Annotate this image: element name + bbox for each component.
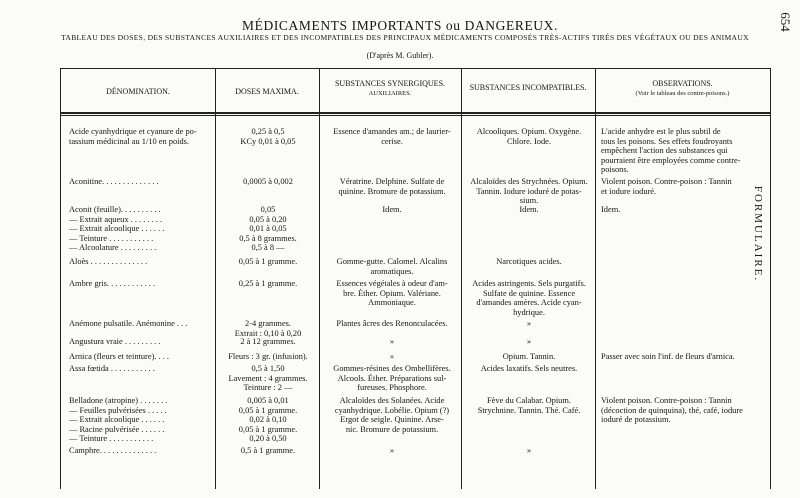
cell-line: 0,20 à 0,50 bbox=[249, 434, 287, 444]
dose-cell bbox=[219, 352, 317, 362]
cell-line: 2 à 12 grammes. bbox=[240, 337, 296, 346]
observations-cell bbox=[601, 177, 769, 196]
synergiques-cell bbox=[323, 337, 461, 347]
synergiques-cell bbox=[323, 279, 461, 308]
cell-line: fureuses. Phosphore. bbox=[357, 383, 427, 393]
header-denomination: DÉNOMINATION. bbox=[106, 87, 170, 96]
incompatibles-cell bbox=[465, 257, 593, 267]
cell-line: 0,0005 à 0,002 bbox=[243, 177, 293, 186]
cell-line: 0,5 à 1 gramme. bbox=[240, 446, 296, 455]
cell-line: Fleurs : 3 gr. (infusion). bbox=[228, 352, 308, 361]
cell-line: — Extrait alcoolique . . . . . . bbox=[69, 224, 165, 234]
cell-line: Angustura vraie . . . . . . . . . bbox=[69, 337, 161, 346]
header-synergiques-label: SUBSTANCES SYNERGIQUES. bbox=[334, 79, 446, 88]
cell-line: » bbox=[389, 337, 395, 346]
cell-line: Acides astringents. Sels purgatifs. bbox=[472, 279, 586, 288]
dose-cell bbox=[219, 127, 317, 146]
header-doses: DOSES MAXIMA. bbox=[235, 87, 299, 96]
cell-line: cerise. bbox=[381, 136, 403, 146]
cell-line: Alcaloïdes des Strychnées. Opium. bbox=[470, 177, 588, 186]
dose-table bbox=[60, 68, 771, 489]
cell-line: Gommes-résines des Ombellifères. bbox=[333, 364, 451, 373]
cell-line: 0,005 à 0,01 bbox=[247, 396, 289, 405]
cell-line: pourraient être employées comme contre- bbox=[601, 155, 741, 165]
cell-line: d'amandes amères. Acide cyan- bbox=[476, 298, 582, 308]
cell-line: Alcooliques. Opium. Oxygène. bbox=[476, 127, 582, 136]
cell-line: bre. Éther. Opium. Valériane. bbox=[343, 288, 441, 298]
cell-line: nic. Bromure de potassium. bbox=[345, 424, 439, 434]
denomination-cell bbox=[69, 364, 219, 374]
cell-line: Anémone pulsatile. Anémonine . . . bbox=[69, 319, 188, 328]
synergiques-cell bbox=[323, 364, 461, 393]
dose-cell bbox=[219, 257, 317, 267]
cell-line: (décoction de quinquina), thé, café, iodure bbox=[601, 405, 743, 415]
cell-line: quinine. Bromure de potassium. bbox=[338, 186, 446, 196]
cell-line: — Feuilles pulvérisées . . . . . bbox=[69, 405, 167, 415]
observations-cell bbox=[601, 205, 769, 215]
denomination-cell bbox=[69, 337, 219, 347]
cell-line: Lavement : 4 grammes. bbox=[228, 373, 308, 383]
cell-line: » bbox=[389, 352, 395, 361]
cell-line: Extrait : 0,10 à 0,20 bbox=[234, 328, 302, 338]
page-subtitle: TABLEAU DES DOSES, DES SUBSTANCES AUXILIAIRES ET DES INCOMPATIBLES DES PRINCIPAUX MÉDICAMENTS COMPOSÉS TRÈS-ACTIFS TIRÉS DES VÉGÉTAUX OU DES ANIMAUX bbox=[61, 33, 749, 42]
cell-line: Aloès . . . . . . . . . . . . . . bbox=[69, 257, 148, 266]
cell-line: Opium. Tannin. bbox=[502, 352, 556, 361]
header-observations bbox=[595, 79, 770, 99]
cell-line: Acide cyanhydrique et cyanure de po- bbox=[69, 127, 197, 136]
denomination-cell bbox=[69, 319, 219, 329]
cell-line: 0,5 à 8 — bbox=[251, 243, 285, 253]
denomination-cell bbox=[69, 279, 219, 289]
header-synergiques-sub: AUXILIAIRES. bbox=[368, 90, 412, 97]
dose-cell bbox=[219, 396, 317, 444]
observations-cell bbox=[601, 127, 769, 175]
header-synergiques bbox=[319, 79, 461, 99]
cell-line: Aconitine. . . . . . . . . . . . . . bbox=[69, 177, 159, 186]
synergiques-cell bbox=[323, 177, 461, 196]
cell-line: — Teinture . . . . . . . . . . . bbox=[69, 434, 154, 444]
cell-line: 0,05 à 1 gramme. bbox=[238, 424, 298, 434]
incompatibles-cell bbox=[465, 279, 593, 317]
cell-line: Aconit (feuille). . . . . . . . . . bbox=[69, 205, 161, 214]
cell-line: Alcools. Éther. Préparations sul- bbox=[337, 373, 447, 383]
incompatibles-cell bbox=[465, 127, 593, 146]
cell-line: Passer avec soin l'inf. de fleurs d'arnica. bbox=[601, 352, 735, 361]
header-observations-sub: (Voir le tableau des contre-poisons.) bbox=[635, 90, 730, 97]
header-rule-thin bbox=[61, 115, 770, 116]
cell-line: Essences végétales à odeur d'am- bbox=[336, 279, 448, 288]
source-note: (D'après M. Gubler). bbox=[366, 51, 434, 60]
denomination-cell bbox=[69, 127, 219, 146]
incompatibles-cell bbox=[465, 319, 593, 329]
cell-line: Idem. bbox=[601, 205, 621, 214]
cell-line: Fève du Calabar. Opium. bbox=[487, 396, 571, 405]
cell-line: 0,5 à 8 grammes. bbox=[239, 233, 297, 243]
column-divider bbox=[319, 69, 320, 489]
denomination-cell bbox=[69, 177, 219, 187]
dose-cell bbox=[219, 337, 317, 347]
cell-line: 2-4 grammes. bbox=[244, 319, 292, 328]
synergiques-cell bbox=[323, 257, 461, 276]
cell-line: Violent poison. Contre-poison : Tannin bbox=[601, 396, 732, 405]
cell-line: Ergot de seigle. Quinine. Arse- bbox=[340, 415, 444, 425]
dose-cell bbox=[219, 319, 317, 338]
page-title: MÉDICAMENTS IMPORTANTS ou DANGEREUX. bbox=[242, 18, 558, 33]
cell-line: Ambre gris. . . . . . . . . . . . bbox=[69, 279, 156, 288]
cell-line: Sulfate de quinine. Essence bbox=[482, 288, 576, 298]
cell-line: Arnica (fleurs et teinture). . . . bbox=[69, 352, 169, 361]
cell-line: cyanhydrique. Lobélie. Opium (?) bbox=[334, 405, 450, 415]
cell-line: aromatiques. bbox=[370, 266, 414, 276]
dose-cell bbox=[219, 364, 317, 393]
incompatibles-cell bbox=[465, 337, 593, 347]
cell-line: Vératrine. Delphine. Sulfate de bbox=[339, 177, 445, 186]
header-observations-label: OBSERVATIONS. bbox=[652, 79, 713, 88]
cell-line: et iodure ioduré. bbox=[601, 186, 657, 196]
dose-cell bbox=[219, 279, 317, 289]
incompatibles-cell bbox=[465, 352, 593, 362]
incompatibles-cell bbox=[465, 446, 593, 456]
dose-cell bbox=[219, 177, 317, 187]
cell-line: Essence d'amandes am.; de laurier- bbox=[333, 127, 451, 136]
incompatibles-cell bbox=[465, 205, 593, 215]
cell-line: Belladone (atropine) . . . . . . . bbox=[69, 396, 168, 405]
cell-line: — Teinture . . . . . . . . . . . bbox=[69, 233, 154, 243]
cell-line: Tannin. Iodure ioduré de potas- bbox=[476, 186, 582, 196]
synergiques-cell bbox=[323, 352, 461, 362]
column-divider bbox=[461, 69, 462, 489]
denomination-cell bbox=[69, 396, 219, 444]
cell-line: hydrique. bbox=[513, 307, 545, 317]
denomination-cell bbox=[69, 446, 219, 456]
cell-line: » bbox=[526, 446, 532, 455]
cell-line: Narcotiques acides. bbox=[496, 257, 562, 266]
incompatibles-cell bbox=[465, 364, 593, 374]
cell-line: 0,5 à 1,50 bbox=[251, 364, 285, 373]
synergiques-cell bbox=[323, 127, 461, 146]
cell-line: — Racine pulvérisée . . . . . . bbox=[69, 424, 165, 434]
denomination-cell bbox=[69, 352, 219, 362]
cell-line: Strychnine. Tannin. Thé. Café. bbox=[477, 405, 581, 415]
cell-line: 0,02 à 0,10 bbox=[249, 415, 287, 425]
header-incompatibles: SUBSTANCES INCOMPATIBLES. bbox=[469, 83, 587, 92]
cell-line: 0,25 à 0,5 bbox=[251, 127, 285, 136]
cell-line: Gomme-gutte. Calomel. Alcalins bbox=[336, 257, 448, 266]
cell-line: Acides laxatifs. Sels neutres. bbox=[480, 364, 578, 373]
cell-line: L'acide anhydre est le plus subtil de bbox=[601, 127, 721, 136]
header-rule bbox=[61, 112, 770, 114]
cell-line: » bbox=[389, 446, 395, 455]
incompatibles-cell bbox=[465, 396, 593, 415]
cell-line: Alcaloïdes des Solanées. Acide bbox=[339, 396, 445, 405]
dose-cell bbox=[219, 446, 317, 456]
cell-line: ioduré de potassium. bbox=[601, 415, 671, 425]
cell-line: Assa fœtida . . . . . . . . . . . bbox=[69, 364, 155, 373]
cell-line: 0,05 à 0,20 bbox=[249, 214, 287, 224]
synergiques-cell bbox=[323, 319, 461, 329]
side-label: FORMULAIRE. bbox=[751, 185, 764, 283]
cell-line: — Alcoolature . . . . . . . . . bbox=[69, 243, 157, 253]
cell-line: 0,05 à 1 gramme. bbox=[238, 257, 298, 266]
cell-line: KCy 0,01 à 0,05 bbox=[240, 136, 296, 146]
synergiques-cell bbox=[323, 205, 461, 215]
cell-line: — Extrait aqueux . . . . . . . . bbox=[69, 214, 163, 224]
cell-line: 0,01 à 0,05 bbox=[249, 224, 287, 234]
cell-line: empêchent l'action des substances qui bbox=[601, 146, 728, 156]
incompatibles-cell bbox=[465, 177, 593, 206]
observations-cell bbox=[601, 352, 769, 362]
observations-cell bbox=[601, 396, 769, 425]
cell-line: Ammoniaque. bbox=[368, 298, 416, 308]
cell-line: — Extrait alcoolique . . . . . . bbox=[69, 415, 165, 425]
column-divider bbox=[595, 69, 596, 489]
cell-line: Violent poison. Contre-poison : Tannin bbox=[601, 177, 732, 186]
synergiques-cell bbox=[323, 446, 461, 456]
cell-line: 0,05 bbox=[260, 205, 276, 214]
cell-line: Chlore. Iode. bbox=[507, 136, 551, 146]
cell-line: Idem. bbox=[519, 205, 539, 214]
cell-line: tassium médicinal au 1/10 en poids. bbox=[69, 136, 190, 146]
synergiques-cell bbox=[323, 396, 461, 434]
cell-line: Teinture : 2 — bbox=[243, 383, 293, 393]
cell-line: Camphre. . . . . . . . . . . . . . bbox=[69, 446, 157, 455]
page-number: 654 bbox=[777, 12, 793, 32]
cell-line: tous les poisons. Ses effets foudroyants bbox=[601, 136, 733, 146]
dose-cell bbox=[219, 205, 317, 253]
cell-line: poisons. bbox=[601, 165, 629, 175]
cell-line: » bbox=[526, 319, 532, 328]
denomination-cell bbox=[69, 205, 219, 253]
cell-line: » bbox=[526, 337, 532, 346]
cell-line: Plantes âcres des Renonculacées. bbox=[336, 319, 448, 328]
cell-line: Idem. bbox=[382, 205, 402, 214]
denomination-cell bbox=[69, 257, 219, 267]
cell-line: 0,25 à 1 gramme. bbox=[238, 279, 298, 288]
cell-line: 0,05 à 1 gramme. bbox=[238, 405, 298, 415]
cell-line: sium. bbox=[519, 196, 539, 206]
